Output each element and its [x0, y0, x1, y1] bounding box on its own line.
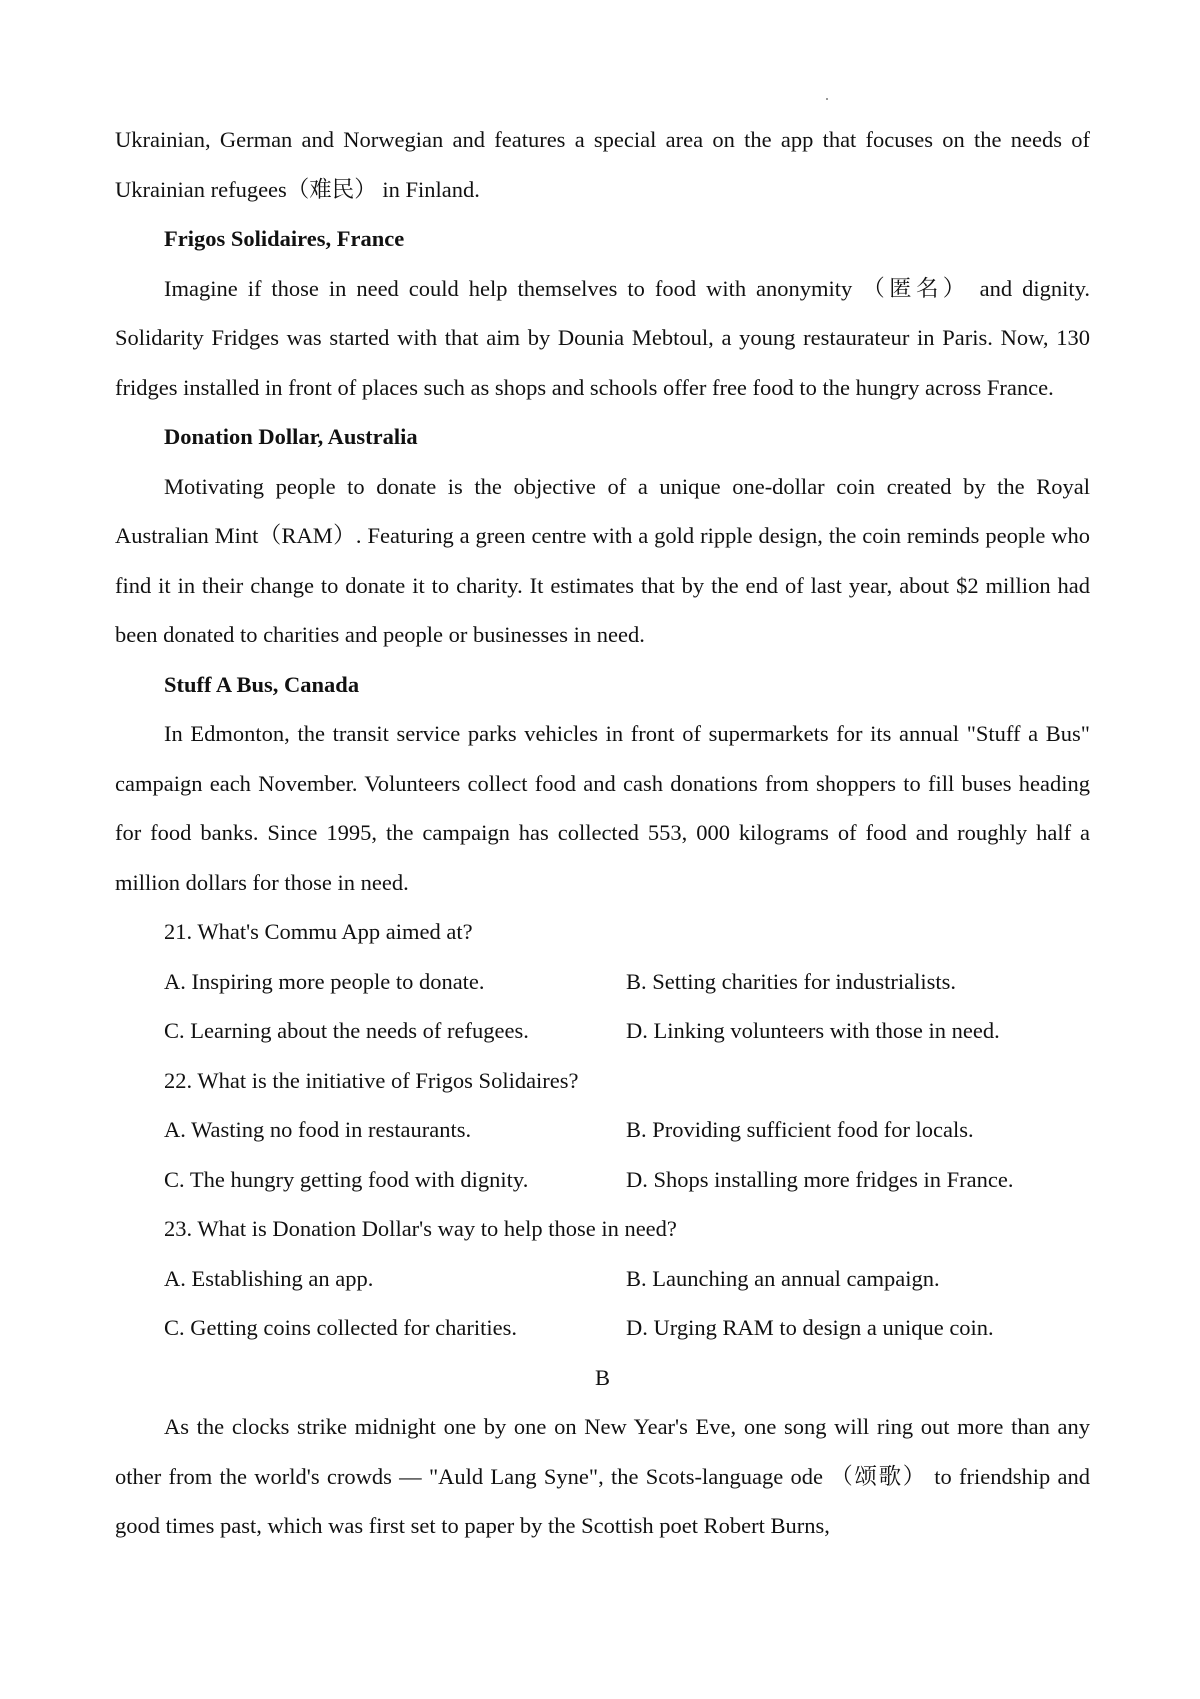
paragraph-stuff-a-bus: In Edmonton, the transit service parks vehicles in front of supermarkets for its annual "Stuff a Bus" campaign each November. Volunteers collect food and cash donations from shoppers to fill buses heading for food banks. Since 1995, the campaign has collected 553, 000 kilograms of food and roughly half a million dollars for those in need.	[115, 721, 1090, 895]
paragraph-auld-lang-syne: As the clocks strike midnight one by one on New Year's Eve, one song will ring out more than any other from the world's crowds — "Auld Lang Syne", the Scots-language ode （颂歌） to friendship and good times past, which was first set to paper by the Scottish poet Robert Burns,	[115, 1414, 1090, 1538]
question-22-stem: 22. What is the initiative of Frigos Solidaires?	[164, 1067, 579, 1093]
question-22-option-d: D. Shops installing more fridges in France.	[626, 1166, 1014, 1192]
question-21-options-row-2	[115, 1006, 1090, 1056]
question-23-options-row-1	[115, 1254, 1090, 1304]
question-22-option-c: C. The hungry getting food with dignity.	[164, 1166, 529, 1192]
question-23-option-c: C. Getting coins collected for charities.	[164, 1315, 518, 1340]
question-22-options-row-1	[115, 1105, 1090, 1155]
question-22-options-row-2	[115, 1155, 1090, 1205]
question-21-option-c: C. Learning about the needs of refugees.	[164, 1018, 529, 1043]
question-22-option-b: B. Providing sufficient food for locals.	[626, 1117, 974, 1142]
section-b-label: B	[594, 1364, 610, 1390]
heading-stuff-a-bus: Stuff A Bus, Canada	[164, 671, 360, 697]
heading-donation-dollar: Donation Dollar, Australia	[164, 424, 418, 449]
question-22-option-a: A. Wasting no food in restaurants.	[164, 1117, 472, 1142]
heading-frigos-solidaires: Frigos Solidaires, France	[164, 226, 405, 251]
question-21-option-b: B. Setting charities for industrialists.	[626, 968, 956, 994]
scan-mark	[826, 98, 828, 100]
paragraph-donation-dollar: Motivating people to donate is the objective of a unique one-dollar coin created by the Royal Australian Mint（RAM）. Featuring a green centre with a gold ripple design, the coin reminds people who find it in their change to donate it to charity. It estimates that by the end of last year, about $2 million had been donated to charities and people or businesses in need.	[115, 473, 1090, 647]
question-23-option-a: A. Establishing an app.	[164, 1265, 374, 1291]
document-body	[115, 115, 1090, 1551]
question-23-options-row-2	[115, 1303, 1090, 1353]
question-23-option-b: B. Launching an annual campaign.	[626, 1265, 940, 1291]
question-21-option-d: D. Linking volunteers with those in need.	[626, 1018, 1000, 1043]
paragraph-commu-app-end: Ukrainian, German and Norwegian and features a special area on the app that focuses on the needs of Ukrainian refugees（难民） in Finland.	[115, 127, 1090, 202]
question-21-option-a: A. Inspiring more people to donate.	[164, 968, 485, 994]
question-21-options-row-1	[115, 957, 1090, 1007]
paragraph-frigos-solidaires: Imagine if those in need could help themselves to food with anonymity （匿名） and dignity. Solidarity Fridges was started with that aim by Dounia Mebtoul, a young restaurateur in Paris. Now, 130 fridges installed in front of places such as shops and schools offer free food to the hungry across France.	[115, 275, 1090, 400]
question-21-stem: 21. What's Commu App aimed at?	[164, 919, 473, 944]
question-23-stem: 23. What is Donation Dollar's way to help those in need?	[164, 1216, 677, 1241]
question-23-option-d: D. Urging RAM to design a unique coin.	[626, 1315, 994, 1340]
